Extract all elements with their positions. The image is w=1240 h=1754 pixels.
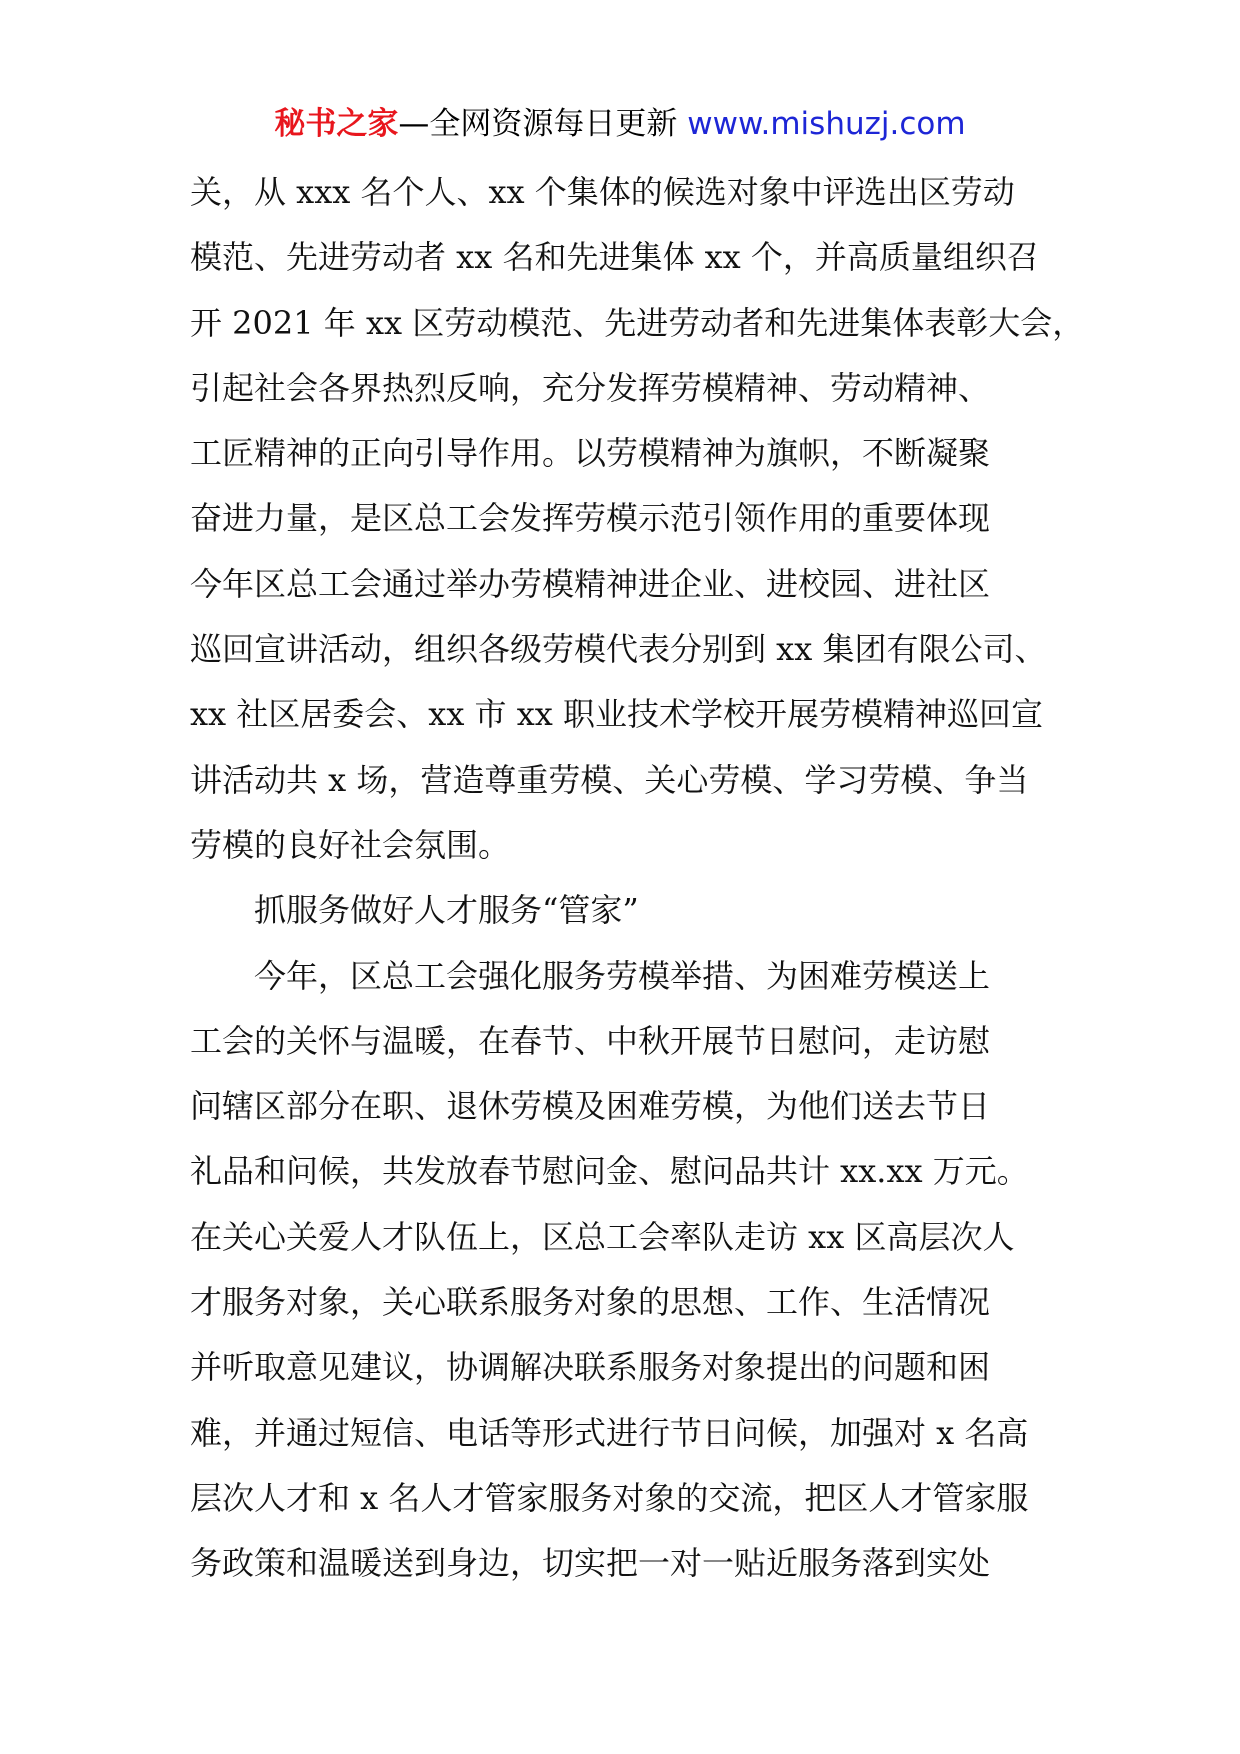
text-line: 层次人才和 x 名人才管家服务对象的交流，把区人才管家服 — [190, 1478, 1029, 1517]
text-line: 礼品和问候，共发放春节慰问金、慰问品共计 xx.xx 万元。 — [190, 1152, 1029, 1191]
page-header — [0, 100, 1240, 148]
section-heading: 抓服务做好人才服务“管家” — [254, 891, 639, 930]
text-line: xx 社区居委会、xx 市 xx 职业技术学校开展劳模精神巡回宣 — [190, 695, 1043, 734]
text-line: 今年区总工会通过举办劳模精神进企业、进校园、进社区 — [190, 564, 991, 603]
text-line: 并听取意见建议，协调解决联系服务对象提出的问题和困 — [190, 1348, 991, 1387]
text-line: 关，从 xxx 名个人、xx 个集体的候选对象中评选出区劳动 — [190, 173, 1015, 211]
header-site-link[interactable]: www.mishuzj.com — [687, 106, 966, 142]
text-line: 问辖区部分在职、退休劳模及困难劳模，为他们送去节日 — [190, 1087, 991, 1126]
text-line: 工匠精神的正向引导作用。以劳模精神为旗帜，不断凝聚 — [190, 434, 991, 473]
text-line: 讲活动共 x 场，营造尊重劳模、关心劳模、学习劳模、争当 — [190, 760, 1029, 799]
text-line: 引起社会各界热烈反响，充分发挥劳模精神、劳动精神、 — [190, 368, 991, 407]
header-brand: 秘书之家 — [274, 106, 399, 142]
text-line: 奋进力量，是区总工会发挥劳模示范引领作用的重要体现 — [190, 499, 991, 538]
document-body — [190, 160, 1085, 1597]
text-line: 巡回宣讲活动，组织各级劳模代表分别到 xx 集团有限公司、 — [190, 630, 1047, 669]
text-line: 才服务对象，关心联系服务对象的思想、工作、生活情况 — [190, 1283, 991, 1322]
text-line: 在关心关爱人才队伍上，区总工会率队走访 xx 区高层次人 — [190, 1217, 1015, 1256]
text-line: 模范、先进劳动者 xx 名和先进集体 xx 个，并高质量组织召 — [190, 238, 1039, 277]
text-line: 工会的关怀与温暖，在春节、中秋开展节日慰问，走访慰 — [190, 1021, 991, 1060]
text-line: 务政策和温暖送到身边，切实把一对一贴近服务落到实处 — [190, 1544, 991, 1583]
text-line: 难，并通过短信、电话等形式进行节日问候，加强对 x 名高 — [190, 1413, 1029, 1452]
header-slogan: —全网资源每日更新 — [398, 106, 688, 142]
text-line: 劳模的良好社会氛围。 — [190, 825, 511, 864]
text-line: 开 2021 年 xx 区劳动模范、先进劳动者和先进集体表彰大会， — [190, 303, 1085, 342]
paragraph-start-line: 今年，区总工会强化服务劳模举措、为困难劳模送上 — [254, 956, 991, 995]
